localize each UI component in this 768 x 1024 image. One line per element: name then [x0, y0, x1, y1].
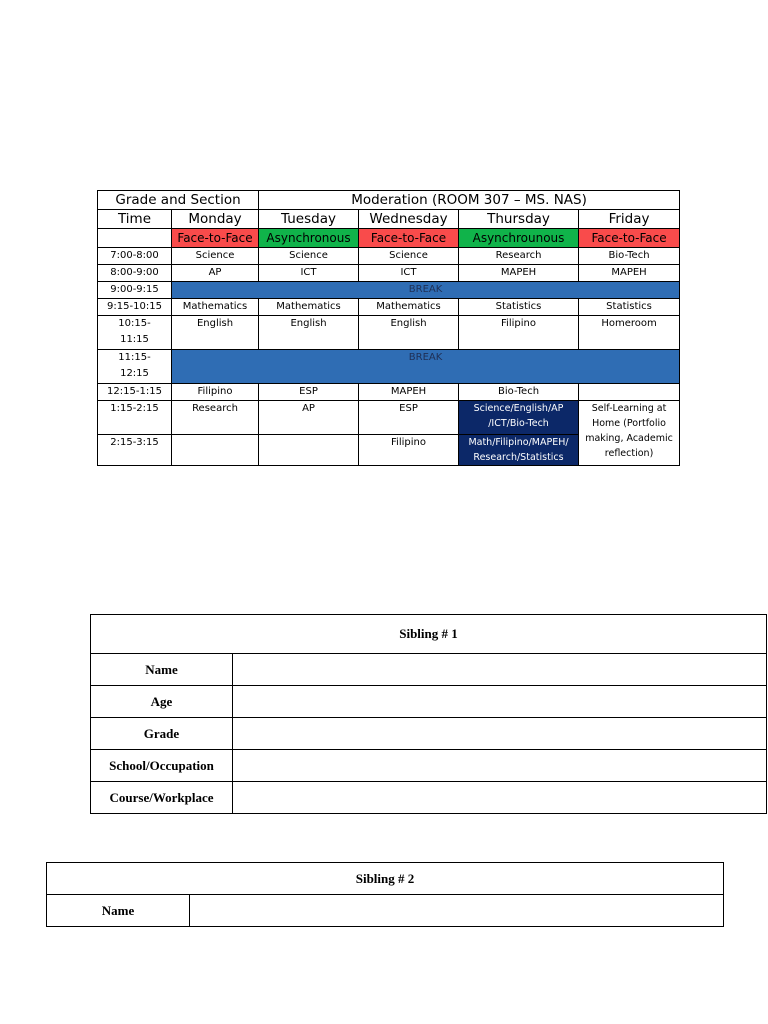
field-label-age: Age: [91, 686, 233, 718]
field-label-name: Name: [47, 895, 190, 927]
day-header-friday: Friday: [579, 210, 680, 229]
modality-row: [98, 229, 680, 248]
table-row: [98, 299, 680, 316]
subject-cell: Bio-Tech: [459, 384, 579, 401]
sibling-2-table: [46, 862, 724, 927]
grade-section-label: Grade and Section: [98, 191, 259, 210]
table-row: [98, 265, 680, 282]
subject-cell: Research: [172, 401, 259, 435]
time-cell: 8:00-9:00: [98, 265, 172, 282]
time-cell: 7:00-8:00: [98, 248, 172, 265]
modality-thursday: Asynchrounous: [459, 229, 579, 248]
field-value-course-workplace[interactable]: [233, 782, 767, 814]
break-row: [98, 282, 680, 299]
field-label-name: Name: [91, 654, 233, 686]
subject-cell: Filipino: [359, 435, 459, 466]
break-cell: BREAK: [172, 350, 680, 384]
field-label-school-occupation: School/Occupation: [91, 750, 233, 782]
table-row: [98, 384, 680, 401]
modality-empty-cell: [98, 229, 172, 248]
table-row: [98, 316, 680, 350]
subject-cell: Mathematics: [359, 299, 459, 316]
subject-cell: MAPEH: [579, 265, 680, 282]
subject-cell: English: [259, 316, 359, 350]
subject-cell: Statistics: [579, 299, 680, 316]
time-cell: 10:15- 11:15: [98, 316, 172, 350]
subject-cell: Science: [172, 248, 259, 265]
time-cell: 1:15-2:15: [98, 401, 172, 435]
subject-cell: ICT: [259, 265, 359, 282]
time-cell: 2:15-3:15: [98, 435, 172, 466]
modality-monday: Face-to-Face: [172, 229, 259, 248]
time-header: Time: [98, 210, 172, 229]
subject-cell: Bio-Tech: [579, 248, 680, 265]
days-row: [98, 210, 680, 229]
field-value-age[interactable]: [233, 686, 767, 718]
subject-cell: Mathematics: [172, 299, 259, 316]
sibling-2-title: Sibling # 2: [47, 863, 724, 895]
subject-cell: Science: [259, 248, 359, 265]
schedule-header-row: [98, 191, 680, 210]
field-label-grade: Grade: [91, 718, 233, 750]
day-header-thursday: Thursday: [459, 210, 579, 229]
class-schedule-table: [97, 190, 680, 466]
day-header-wednesday: Wednesday: [359, 210, 459, 229]
break-row: [98, 350, 680, 384]
field-label-course-workplace: Course/Workplace: [91, 782, 233, 814]
time-cell: 9:15-10:15: [98, 299, 172, 316]
subject-cell: [172, 435, 259, 466]
field-value-name[interactable]: [190, 895, 724, 927]
thursday-block-cell: Science/English/AP /ICT/Bio-Tech: [459, 401, 579, 435]
field-value-grade[interactable]: [233, 718, 767, 750]
subject-cell: Filipino: [172, 384, 259, 401]
table-row: [98, 248, 680, 265]
modality-wednesday: Face-to-Face: [359, 229, 459, 248]
subject-cell: English: [359, 316, 459, 350]
subject-cell: [579, 384, 680, 401]
subject-cell: [259, 435, 359, 466]
subject-cell: AP: [259, 401, 359, 435]
day-header-monday: Monday: [172, 210, 259, 229]
field-value-name[interactable]: [233, 654, 767, 686]
modality-tuesday: Asynchronous: [259, 229, 359, 248]
sibling-1-title: Sibling # 1: [91, 615, 767, 654]
break-cell: BREAK: [172, 282, 680, 299]
time-cell: 12:15-1:15: [98, 384, 172, 401]
subject-cell: ESP: [259, 384, 359, 401]
moderation-label: Moderation (ROOM 307 – MS. NAS): [259, 191, 680, 210]
subject-cell: MAPEH: [459, 265, 579, 282]
subject-cell: Filipino: [459, 316, 579, 350]
subject-cell: Homeroom: [579, 316, 680, 350]
subject-cell: English: [172, 316, 259, 350]
time-cell: 9:00-9:15: [98, 282, 172, 299]
self-learning-cell: Self-Learning at Home (Portfolio making, Academic reflection): [579, 401, 680, 466]
subject-cell: ESP: [359, 401, 459, 435]
day-header-tuesday: Tuesday: [259, 210, 359, 229]
subject-cell: Research: [459, 248, 579, 265]
subject-cell: AP: [172, 265, 259, 282]
table-row: [98, 401, 680, 435]
subject-cell: Mathematics: [259, 299, 359, 316]
field-value-school-occupation[interactable]: [233, 750, 767, 782]
thursday-block-cell: Math/Filipino/MAPEH/ Research/Statistics: [459, 435, 579, 466]
subject-cell: Science: [359, 248, 459, 265]
time-cell: 11:15- 12:15: [98, 350, 172, 384]
subject-cell: MAPEH: [359, 384, 459, 401]
subject-cell: ICT: [359, 265, 459, 282]
subject-cell: Statistics: [459, 299, 579, 316]
modality-friday: Face-to-Face: [579, 229, 680, 248]
sibling-1-table: [90, 614, 767, 814]
